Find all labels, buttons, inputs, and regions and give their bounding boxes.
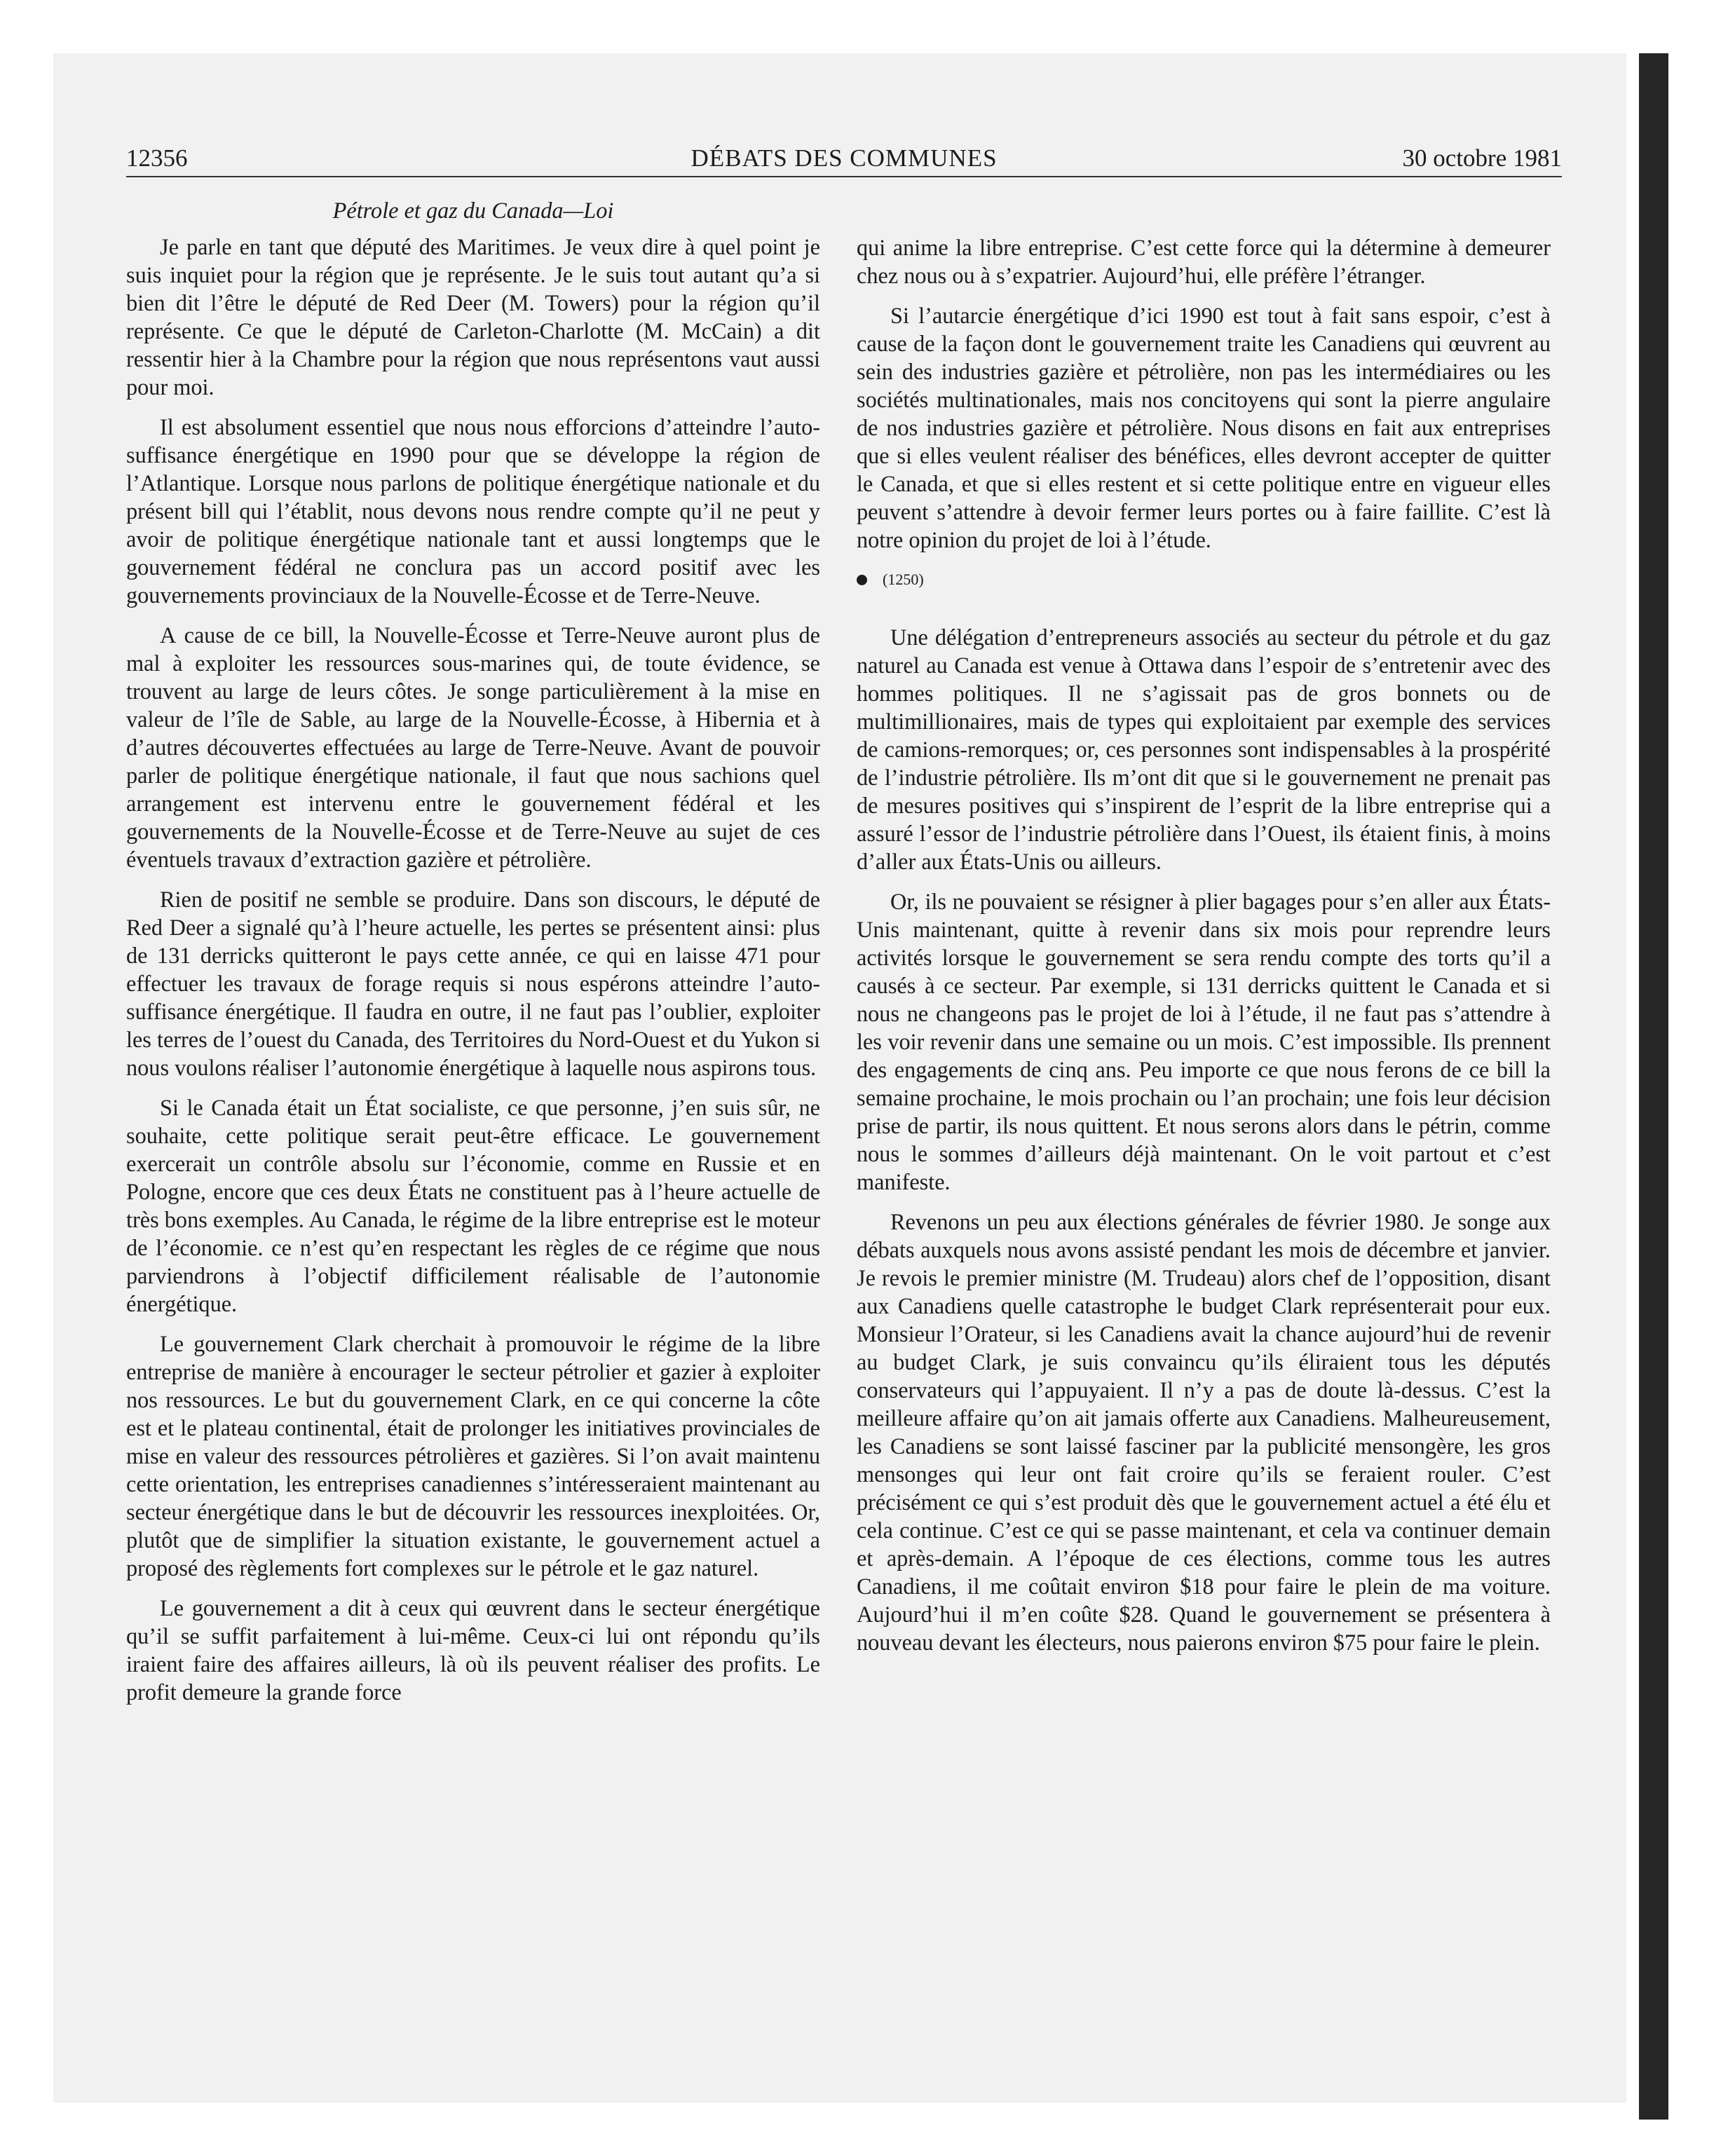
header-rule — [126, 176, 1562, 177]
paragraph: Revenons un peu aux élections générales de février 1980. Je songe aux débats auxquels nous avons assisté pendant les mois de décembre et janvier. Je revois le premier ministre (M. Trudeau) alors chef de l’opposition, disant aux Canadiens quelle catastrophe le budget Clark représenterait pour eux. Monsieur l’Orateur, si les Canadiens avait la chance aujourd’hui de revenir au budget Clark, je suis convaincu qu’ils éliraient tous les députés conservateurs qui l’appuyaient. Il n’y a pas de doute là-dessus. C’est la meilleure affaire qu’on ait jamais offerte aux Canadiens. Malheureusement, les Canadiens se sont laissé fasciner par la publicité mensongère, les gros mensonges qui leur ont fait croire qu’ils se feraient rouler. C’est précisément ce qui s’est produit dès que le gouvernement actuel a été élu et cela continue. C’est ce qui se passe maintenant, et cela va continuer demain et après-demain. A l’époque de ces élections, comme tous les autres Canadiens, il me coûtait environ $18 pour faire le plein de ma voiture. Aujourd’hui il m’en coûte $28. Quand le gouvernement se présentera à nouveau devant les électeurs, nous paierons environ $75 pour faire le plein. — [857, 1209, 1551, 1655]
paragraph: Je parle en tant que député des Maritimes. Je veux dire à quel point je suis inquiet pour la région que je représente. Je le suis tout autant qu’a si bien dit l’être le député de Red Deer (M. Towers) pour la région qu’il représente. Ce que le député de Carleton-Charlotte (M. McCain) a dit ressentir hier à la Chambre pour la région que nous représentons vaut aussi pour moi. — [126, 234, 820, 400]
page-header — [126, 142, 1562, 175]
time-marker — [857, 566, 1551, 594]
paragraph: Le gouvernement a dit à ceux qui œuvrent dans le secteur énergétique qu’il se suffit parfaitement à lui-même. Ceux-ci lui ont répondu qu’ils iraient faire des affaires ailleurs, là où ils peuvent réaliser des profits. Le profit demeure la grande force — [126, 1595, 820, 1705]
publication-date: 30 octobre 1981 — [1402, 144, 1562, 172]
bullet-icon — [857, 575, 867, 585]
paragraph: Or, ils ne pouvaient se résigner à plier bagages pour s’en aller aux États-Unis maintenant, quitte à revenir dans six mois pour reprendre leurs activités lorsque le gouvernement se sera rendu compte des torts qu’il a causés à ce secteur. Par exemple, si 131 derricks quittent le Canada et si nous ne changeons pas le projet de loi à l’étude, il ne faut pas s’attendre à les voir revenir dans une semaine ou un mois. C’est impossible. Ils prennent des engagements de cinq ans. Peu importe ce que nous ferons de ce bill la semaine prochaine, le mois prochain ou l’an prochain; une fois leur décision prise de partir, ils nous quittent. Et nous serons alors dans le pétrin, comme nous le sommes d’ailleurs déjà maintenant. On le voit partout et c’est manifeste. — [857, 889, 1551, 1194]
time-marker-label: (1250) — [883, 571, 924, 588]
right-column — [857, 233, 1551, 1668]
paragraph: A cause de ce bill, la Nouvelle-Écosse et Terre-Neuve auront plus de mal à exploiter les ressources sous-marines qui, de toute évidence, se trouvent au large de leurs côtes. Je songe particulièrement à la mise en valeur de l’île de Sable, au large de la Nouvelle-Écosse, à Hibernia et à d’autres découvertes effectuées au large de Terre-Neuve. Avant de pouvoir parler de politique énergétique nationale, il faut que nous sachions quel arrangement est intervenu entre le gouvernement fédéral et les gouvernements de la Nouvelle-Écosse et de Terre-Neuve au sujet de ces éventuels travaux d’extraction gazière et pétrolière. — [126, 622, 820, 872]
paragraph: Rien de positif ne semble se produire. Dans son discours, le député de Red Deer a signalé qu’à l’heure actuelle, les pertes se présentent ainsi: plus de 131 derricks quitteront le pays cette année, ce qui en laisse 471 pour effectuer les travaux de forage requis si nous espérons atteindre l’auto-suffisance énergétique. Il faudra en outre, il ne faut pas l’oublier, exploiter les terres de l’ouest du Canada, des Territoires du Nord-Ouest et du Yukon si nous voulons réaliser l’autonomie énergétique à laquelle nous aspirons tous. — [126, 887, 820, 1080]
paragraph: Il est absolument essentiel que nous nous efforcions d’atteindre l’auto-suffisance énergétique en 1990 pour que se développe la région de l’Atlantique. Lorsque nous parlons de politique énergétique nationale et du présent bill qui l’établit, nous devons nous rendre compte qu’il ne peut y avoir de politique énergétique nationale tant et aussi longtemps que le gouvernement fédéral ne conclura pas un accord positif avec les gouvernements provinciaux de la Nouvelle-Écosse et de Terre-Neuve. — [126, 414, 820, 608]
paragraph: Une délégation d’entrepreneurs associés au secteur du pétrole et du gaz naturel au Canada est venue à Ottawa dans l’espoir de s’entretenir avec des hommes politiques. Il ne s’agissait pas de gros bonnets ou de multimillionaires, mais de types qui exploitaient par exemple des services de camions-remorques; or, ces personnes sont indispensables à la prospérité de l’industrie pétrolière. Ils m’ont dit que si le gouvernement ne prenait pas de mesures positives qui s’inspirent de l’esprit de la libre entreprise qui a assuré l’essor de l’industrie pétrolière dans l’Ouest, ils étaient finis, à moins d’aller aux États-Unis ou ailleurs. — [857, 625, 1551, 874]
running-title: Pétrole et gaz du Canada—Loi — [332, 198, 614, 223]
page-number: 12356 — [126, 144, 188, 172]
publication-title: DÉBATS DES COMMUNES — [690, 144, 998, 172]
paragraph-continuation: qui anime la libre entreprise. C’est cette force qui la détermine à demeurer chez nous ou à s’expatrier. Aujourd’hui, elle préfère l’étranger. — [857, 235, 1551, 288]
scan-edge-bar — [1639, 53, 1668, 2120]
paragraph: Le gouvernement Clark cherchait à promouvoir le régime de la libre entreprise de manière à encourager le secteur pétrolier et gazier à exploiter nos ressources. Le but du gouvernement Clark, en ce qui concerne la côte est et le plateau continental, était de prolonger les initiatives provinciales de mise en valeur des ressources pétrolières et gazières. Si l’on avait maintenu cette orientation, les entreprises canadiennes s’intéresseraient maintenant au secteur énergétique dans le but de découvrir les ressources inexploitées. Or, plutôt que de simplifier la situation existante, le gouvernement actuel a proposé des règlements fort complexes sur le pétrole et le gaz naturel. — [126, 1331, 820, 1581]
left-column — [126, 189, 820, 1718]
paragraph: Si l’autarcie énergétique d’ici 1990 est tout à fait sans espoir, c’est à cause de la façon dont le gouvernement traite les Canadiens qui œuvrent au sein des industries gazière et pétrolière, non pas les intermédiaires ou les sociétés multinationales, mais nos concitoyens qui sont la pierre angulaire de nos industries gazière et pétrolière. Nous disons en fait aux entreprises que si elles veulent réaliser des bénéfices, elles devront accepter de quitter le Canada, et que si elles restent et si cette politique entre en vigueur elles peuvent s’attendre à devoir fermer leurs portes ou à faire faillite. C’est là notre opinion du projet de loi à l’étude. — [857, 303, 1551, 552]
paragraph: Si le Canada était un État socialiste, ce que personne, j’en suis sûr, ne souhaite, cette politique serait peut-être efficace. Le gouvernement exercerait un contrôle absolu sur l’économie, comme en Russie et en Pologne, encore que ces deux États ne constituent pas à l’heure actuelle de très bons exemples. Au Canada, le régime de la libre entreprise est le moteur de l’économie. ce n’est qu’en respectant les règles de ce régime que nous parviendrons à l’objectif difficilement réalisable de l’autonomie énergétique. — [126, 1095, 820, 1316]
